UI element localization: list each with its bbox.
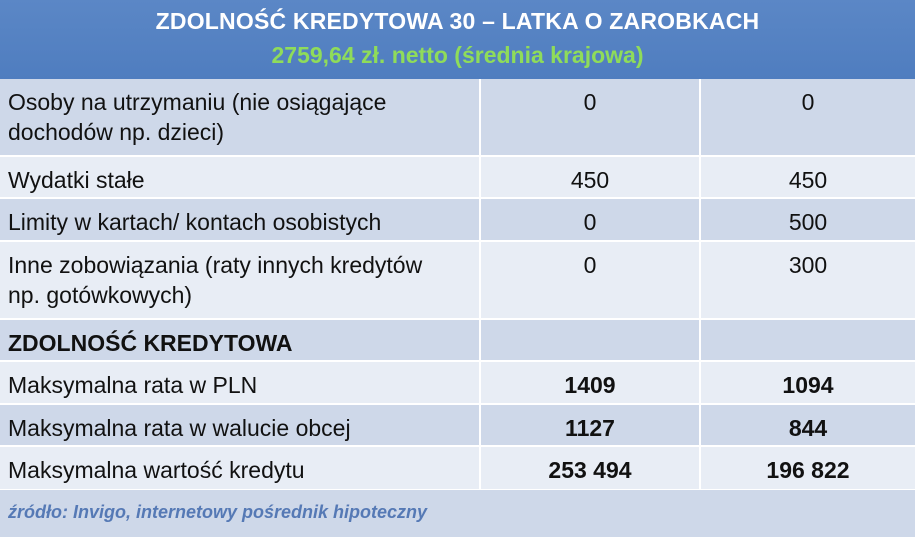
row-label-dependents xyxy=(0,79,480,156)
cell-value-col1 xyxy=(480,319,700,361)
cell-value-col1: 0 xyxy=(480,241,700,319)
cell-value-col2: 196 822 xyxy=(700,446,915,490)
table-subtitle: 2759,64 zł. netto (średnia krajowa) xyxy=(271,42,644,68)
row-label-line: np. gotówkowych) xyxy=(8,282,193,308)
row-label-card-limits: Limity w kartach/ kontach osobistych xyxy=(0,198,480,241)
table-header xyxy=(0,0,915,79)
table-row xyxy=(0,198,915,241)
section-heading: ZDOLNOŚĆ KREDYTOWA xyxy=(0,319,480,361)
table-row xyxy=(0,446,915,490)
row-label-line: Osoby na utrzymaniu (nie osiągające xyxy=(8,89,387,115)
cell-value-col1: 0 xyxy=(480,198,700,241)
credit-capacity-table xyxy=(0,79,915,491)
table-row xyxy=(0,404,915,446)
cell-value-col2: 500 xyxy=(700,198,915,241)
row-label-max-rate-pln: Maksymalna rata w PLN xyxy=(0,361,480,404)
row-label-max-loan-value: Maksymalna wartość kredytu xyxy=(0,446,480,490)
cell-value-col2: 300 xyxy=(700,241,915,319)
source-note: źródło: Invigo, internetowy pośrednik hipoteczny xyxy=(0,490,915,537)
table-row xyxy=(0,319,915,361)
cell-value-col1: 253 494 xyxy=(480,446,700,490)
cell-value-col2: 1094 xyxy=(700,361,915,404)
table-row xyxy=(0,361,915,404)
row-label-other-obligations xyxy=(0,241,480,319)
table-row xyxy=(0,241,915,319)
cell-value-col1: 1127 xyxy=(480,404,700,446)
table-title: ZDOLNOŚĆ KREDYTOWA 30 – LATKA O ZAROBKACH xyxy=(155,8,760,34)
cell-value-col2: 0 xyxy=(700,79,915,156)
cell-value-col1: 450 xyxy=(480,156,700,198)
row-label-fixed-expenses: Wydatki stałe xyxy=(0,156,480,198)
row-label-line: Inne zobowiązania (raty innych kredytów xyxy=(8,252,423,278)
cell-value-col1: 1409 xyxy=(480,361,700,404)
table-row xyxy=(0,79,915,156)
row-label-max-rate-foreign: Maksymalna rata w walucie obcej xyxy=(0,404,480,446)
cell-value-col2: 844 xyxy=(700,404,915,446)
row-label-line: dochodów np. dzieci) xyxy=(8,119,225,145)
cell-value-col2 xyxy=(700,319,915,361)
cell-value-col1: 0 xyxy=(480,79,700,156)
cell-value-col2: 450 xyxy=(700,156,915,198)
table-row xyxy=(0,156,915,198)
